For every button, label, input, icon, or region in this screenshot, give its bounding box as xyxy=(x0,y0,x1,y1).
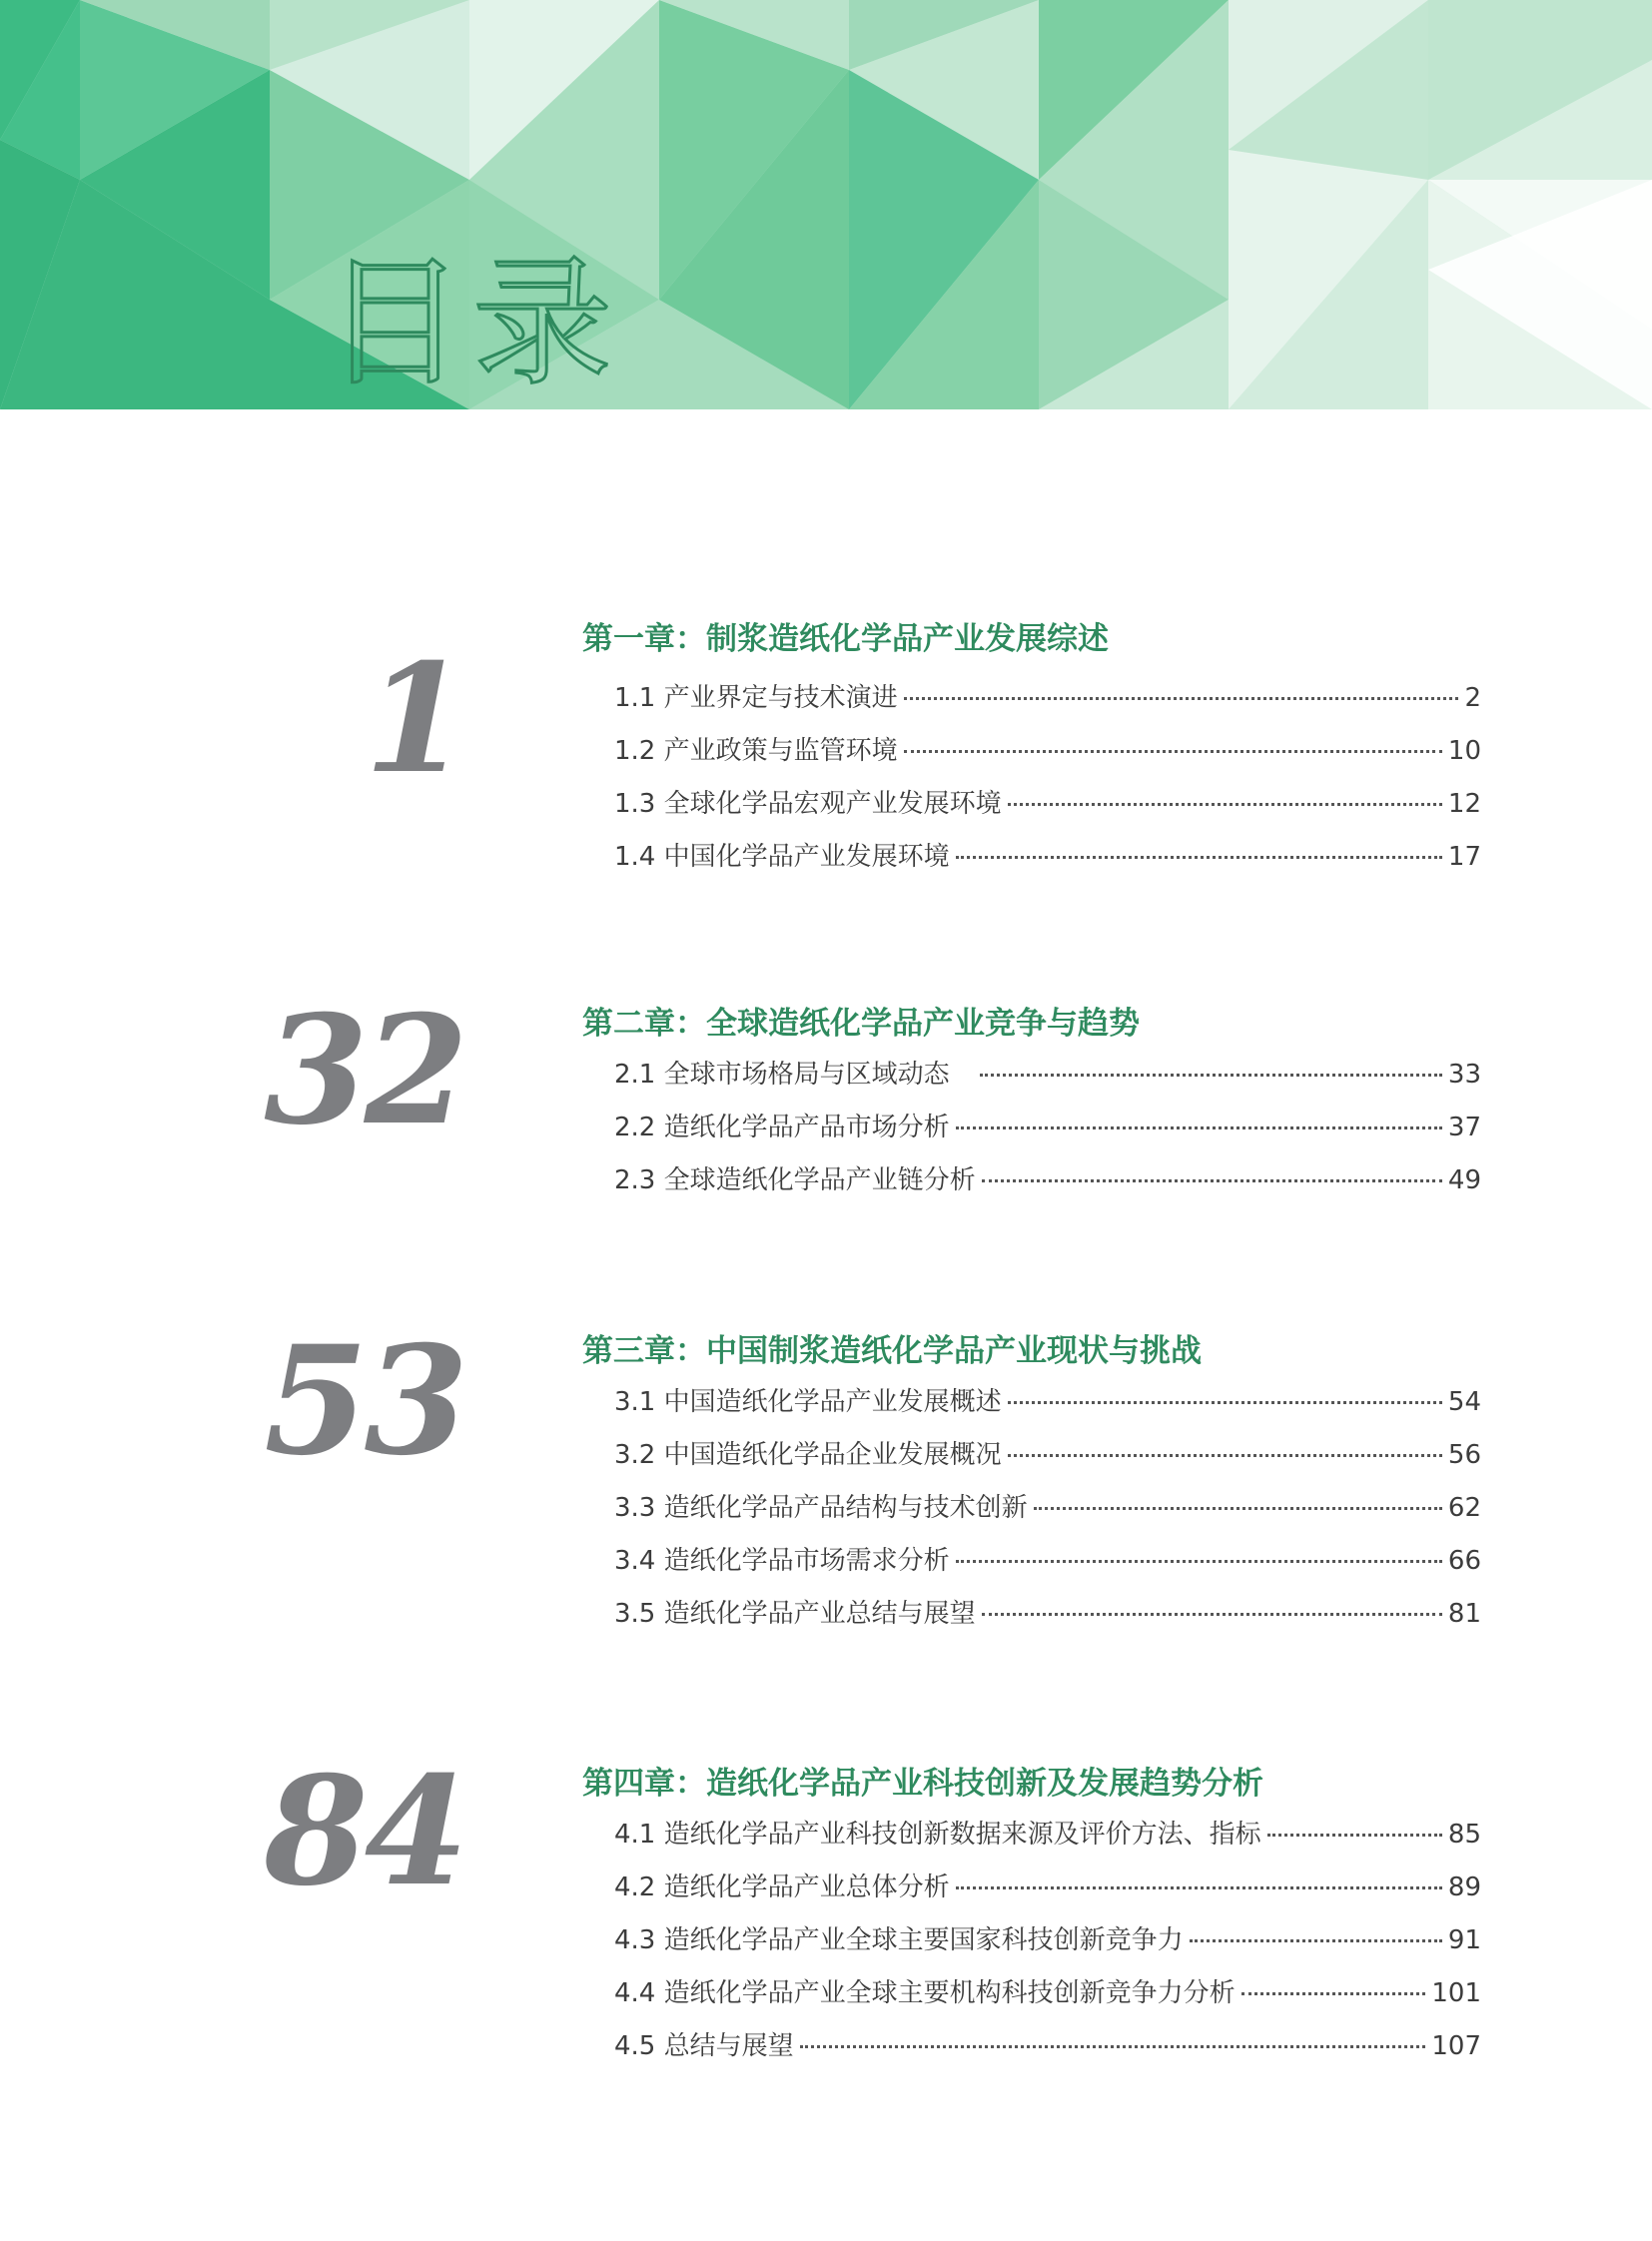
chapter-title: 第一章：制浆造纸化学品产业发展综述 xyxy=(582,621,1109,657)
toc-list xyxy=(614,1381,1481,1646)
toc-page-number: 49 xyxy=(1447,1165,1481,1195)
toc-entry-label: 4.2 造纸化学品产业总体分析 xyxy=(614,1872,950,1902)
dot-leader xyxy=(956,856,1442,859)
toc-page-number: 54 xyxy=(1447,1387,1481,1417)
toc-page-number: 66 xyxy=(1447,1546,1481,1576)
dot-leader xyxy=(1008,1401,1442,1404)
header-banner xyxy=(0,0,1652,409)
dot-leader xyxy=(800,2045,1426,2048)
chapter-number: 53 xyxy=(264,1313,464,1489)
dot-leader xyxy=(956,1126,1442,1129)
toc-entry-label: 3.4 造纸化学品市场需求分析 xyxy=(614,1546,950,1576)
toc-entry-label: 3.5 造纸化学品产业总结与展望 xyxy=(614,1599,976,1629)
toc-entry[interactable] xyxy=(614,1487,1481,1540)
toc-page-number: 2 xyxy=(1464,683,1481,713)
toc-entry[interactable] xyxy=(614,783,1481,836)
dot-leader xyxy=(1008,803,1442,806)
chapter-title: 第二章：全球造纸化学品产业竞争与趋势 xyxy=(582,1006,1140,1042)
toc-page-number: 81 xyxy=(1447,1599,1481,1629)
toc-entry-label: 2.3 全球造纸化学品产业链分析 xyxy=(614,1165,976,1195)
toc-entry[interactable] xyxy=(614,1972,1481,2025)
dot-leader xyxy=(1008,1454,1442,1457)
toc-entry[interactable] xyxy=(614,1593,1481,1646)
dot-leader xyxy=(1034,1507,1442,1510)
toc-page-number: 33 xyxy=(1447,1060,1481,1090)
toc-entry[interactable] xyxy=(614,836,1481,889)
toc-entry[interactable] xyxy=(614,1054,1481,1107)
toc-page-number: 107 xyxy=(1431,2031,1481,2061)
dot-leader xyxy=(1267,1834,1442,1837)
dot-leader xyxy=(980,1074,1442,1077)
toc-entry[interactable] xyxy=(614,1814,1481,1867)
toc-page-number: 101 xyxy=(1431,1978,1481,2008)
toc-list xyxy=(614,1054,1481,1212)
chapter-number: 32 xyxy=(264,983,464,1158)
toc-entry[interactable] xyxy=(614,1107,1481,1159)
toc-page-number: 37 xyxy=(1447,1113,1481,1142)
dot-leader xyxy=(1190,1939,1442,1942)
toc-entry-label: 1.3 全球化学品宏观产业发展环境 xyxy=(614,789,1002,819)
toc-list xyxy=(614,677,1481,889)
toc-page-number: 17 xyxy=(1447,842,1481,872)
page-title: 目录 xyxy=(325,243,621,405)
toc-entry[interactable] xyxy=(614,1381,1481,1434)
toc-entry-label: 4.1 造纸化学品产业科技创新数据来源及评价方法、指标 xyxy=(614,1820,1261,1850)
toc-entry-label: 1.4 中国化学品产业发展环境 xyxy=(614,842,950,872)
dot-leader xyxy=(1241,1992,1426,1995)
toc-entry-label: 4.4 造纸化学品产业全球主要机构科技创新竞争力分析 xyxy=(614,1978,1236,2008)
chapter-number: 84 xyxy=(264,1744,464,1919)
toc-page-number: 62 xyxy=(1447,1493,1481,1523)
toc-entry-label: 2.1 全球市场格局与区域动态 xyxy=(614,1060,950,1090)
dot-leader xyxy=(956,1560,1442,1563)
toc-entry-label: 3.3 造纸化学品产品结构与技术创新 xyxy=(614,1493,1028,1523)
toc-entry[interactable] xyxy=(614,1867,1481,1919)
toc-entry-label: 4.3 造纸化学品产业全球主要国家科技创新竞争力 xyxy=(614,1925,1184,1955)
toc-page-number: 85 xyxy=(1447,1820,1481,1850)
toc-entry-label: 3.1 中国造纸化学品产业发展概述 xyxy=(614,1387,1002,1417)
chapter-title: 第三章：中国制浆造纸化学品产业现状与挑战 xyxy=(582,1333,1202,1369)
dot-leader xyxy=(982,1179,1442,1182)
toc-page-number: 89 xyxy=(1447,1872,1481,1902)
toc-list xyxy=(614,1814,1481,2078)
toc-entry[interactable] xyxy=(614,1919,1481,1972)
dot-leader xyxy=(904,697,1459,700)
toc-entry[interactable] xyxy=(614,2025,1481,2078)
toc-page-number: 10 xyxy=(1447,736,1481,766)
toc-entry-label: 3.2 中国造纸化学品企业发展概况 xyxy=(614,1440,1002,1470)
chapter-title: 第四章：造纸化学品产业科技创新及发展趋势分析 xyxy=(582,1766,1263,1802)
toc-page-number: 91 xyxy=(1447,1925,1481,1955)
toc-entry[interactable] xyxy=(614,1540,1481,1593)
dot-leader xyxy=(956,1886,1442,1889)
chapter-number: 1 xyxy=(364,631,464,807)
toc-entry-label: 1.2 产业政策与监管环境 xyxy=(614,736,898,766)
toc-entry-label: 4.5 总结与展望 xyxy=(614,2031,794,2061)
toc-entry[interactable] xyxy=(614,1159,1481,1212)
toc-entry[interactable] xyxy=(614,730,1481,783)
triangle-pattern-background xyxy=(0,0,1652,409)
toc-entry[interactable] xyxy=(614,677,1481,730)
toc-entry-label: 2.2 造纸化学品产品市场分析 xyxy=(614,1113,950,1142)
toc-page-number: 56 xyxy=(1447,1440,1481,1470)
dot-leader xyxy=(982,1613,1442,1616)
toc-entry-label: 1.1 产业界定与技术演进 xyxy=(614,683,898,713)
dot-leader xyxy=(904,750,1442,753)
toc-page-number: 12 xyxy=(1447,789,1481,819)
toc-entry[interactable] xyxy=(614,1434,1481,1487)
